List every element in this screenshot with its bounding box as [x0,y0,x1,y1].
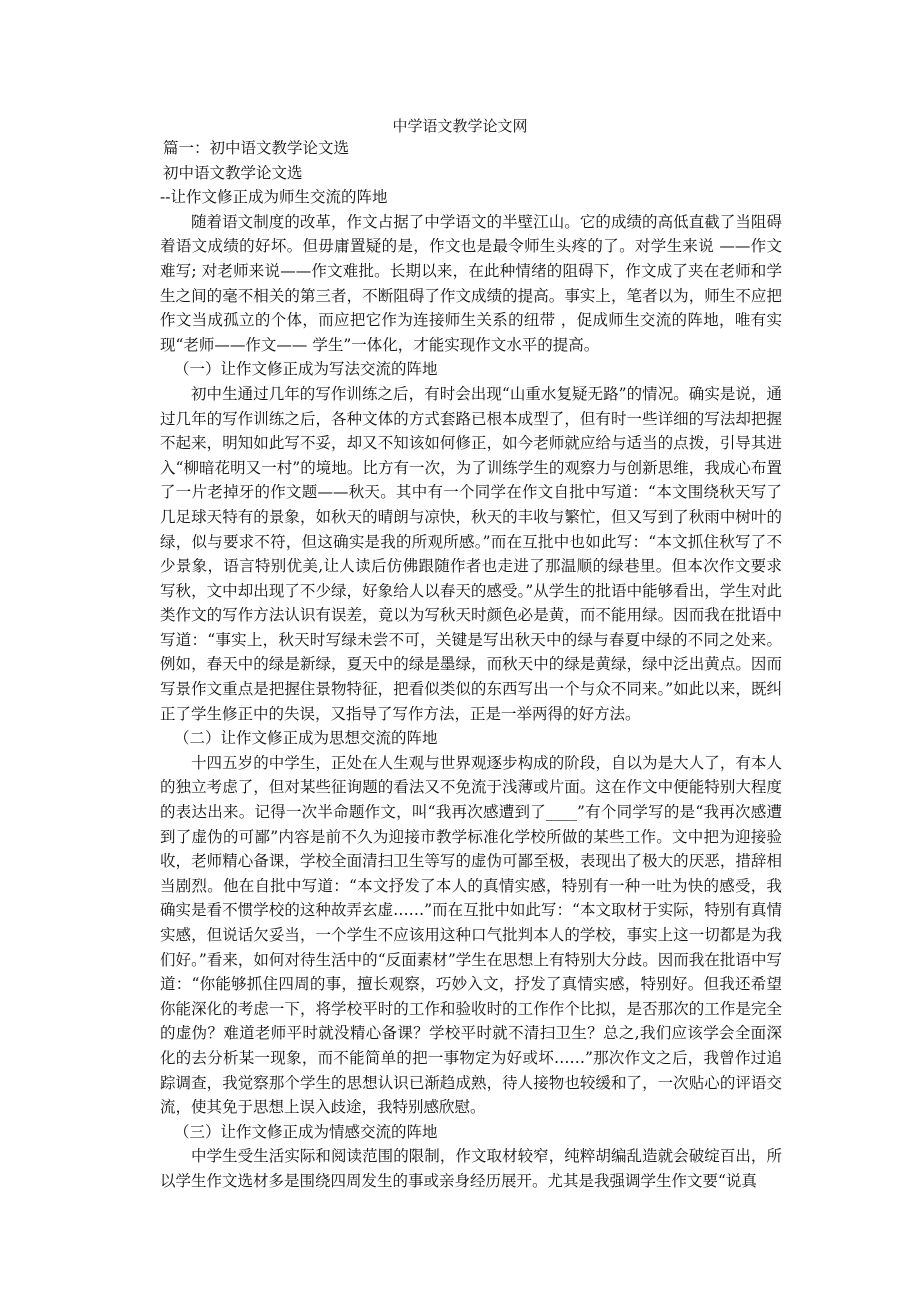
document-body [160,136,782,1194]
section-3-paragraph: 中学生受生活实际和阅读范围的限制，作文取材较窄，纯粹胡编乱造就会破绽百出，所以学生作文选材多是围绕四周发生的事或亲身经历展开。尤其是我强调学生作文要“说真 [160,1147,782,1190]
article-heading: 篇一：初中语文教学论文选 [163,139,350,157]
section-heading-2: （二）让作文修正成为思想交流的阵地 [174,729,438,748]
section-1-paragraph: 初中生通过几年的写作训练之后，有时会出现“山重水复疑无路”的情况。确实是说，通过几年的写作训练之后，各种文体的方式套路已根本成型了，但有时一些详细的写法却把握不起来，明知如此写不妥，却又不知该如何修正，如今老师就应给与适当的点拨，引导其进入“柳暗花明又一村”的境地。比方有一次，为了训练学生的观察力与创新思维，我成心布置了一片老掉牙的作文题——秋天。其中有一个同学在作文自批中写道：“本文围绕秋天写了几足球天特有的景象，如秋天的晴朗与凉快，秋天的丰收与繁忙，但又写到了秋雨中树叶的绿，似与要求不符，但这确实是我的所观所感。”而在互批中也如此写：“本文抓住秋写了不少景象，语言特别优美,让人读后仿佛跟随作者也走进了那温顺的绿巷里。但本次作文要求写秋，文中却出现了不少绿，好象给人以春天的感受。”从学生的批语中能够看出，学生对此类作文的写作方法认识有误差，竟以为写秋天时颜色必是黄，而不能用绿。因而我在批语中写道：“事实上，秋天时写绿未尝不可，关键是写出秋天中的绿与春夏中绿的不同之处来。例如，春天中的绿是新绿，夏天中的绿是墨绿，而秋天中的绿是黄绿，绿中泛出黄点。因而写景作文重点是把握住景物特征，把看似类似的东西写出一个与众不同来。”如此以来，既纠正了学生修正中的失误，又指导了写作方法，正是一举两得的好方法。 [160,384,782,723]
section-heading-1: （一）让作文修正成为写法交流的阵地 [174,360,438,379]
article-subtitle: --让作文修正成为师生交流的阵地 [160,188,388,207]
section-2-paragraph: 十四五岁的中学生，正处在人生观与世界观逐步构成的阶段，自以为是大人了，有本人的独立考虑了，但对某些征询题的看法又不免流于浅薄或片面。这在作文中便能特别大程度的表达出来。记得一次半命题作文，叫“我再次感遭到了____”有个同学写的是“我再次感遭到了虚伪的可鄙”内容是前不久为迎接市教学标准化学校所做的某些工作。文中把为迎接验收，老师精心备课，学校全面清扫卫生等写的虚伪可鄙至极，表现出了极大的厌恶，措辞相当剧烈。他在自批中写道：“本文抒发了本人的真情实感，特别有一种一吐为快的感受，我确实是看不惯学校的这种故弄玄虚……”而在互批中如此写：“本文取材于实际，特别有真情实感，但说话欠妥当，一个学生不应该用这种口气批判本人的学校，事实上这一切都是为我们好。”看来，如何对待生活中的“反面素材”学生在思想上有特别大分歧。因而我在批语中写道：“你能够抓住四周的事，擅长观察，巧妙入文，抒发了真情实感，特别好。但我还希望你能深化的考虑一下，将学校平时的工作和验收时的工作作个比拟，是否那次的工作是完全的虚伪？难道老师平时就没精心备课？学校平时就不清扫卫生？总之,我们应该学会全面深化的去分析某一现象，而不能简单的把一事物定为好或坏……”那次作文之后，我曾作过追踪调查，我觉察那个学生的思想认识已渐趋成熟，待人接物也较缓和了，一次贴心的评语交流，使其免于思想上误入歧途，我特别感欣慰。 [160,753,782,1117]
article-title: 初中语文教学论文选 [163,163,303,182]
document-title: 中学语文教学论文网 [392,117,528,135]
section-heading-3: （三）让作文修正成为情感交流的阵地 [174,1122,438,1141]
intro-paragraph: 随着语文制度的改革，作文占据了中学语文的半壁江山。它的成绩的高低直截了当阻碍着语文成绩的好坏。但毋庸置疑的是，作文也是最令师生头疼的了。对学生来说 ——作文难写; 对老师来说——作文难批。长期以来，在此种情绪的阻碍下，作文成了夹在老师和学生之间的毫不相关的第三者，不断阻碍了作文成绩的提高。事实上，笔者以为，师生不应把作文当成孤立的个体，而应把它作为连接师生关系的纽带 ，促成师生交流的阵地，唯有实现“老师——作文—— 学生”一体化，才能实现作文水平的提高。 [160,212,782,354]
